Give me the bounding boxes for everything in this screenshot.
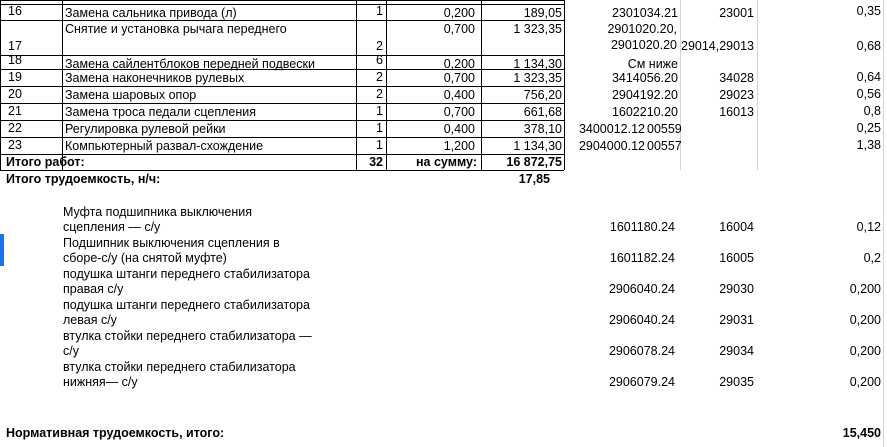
- table-border: [62, 0, 63, 170]
- row-number: 19: [8, 70, 22, 84]
- part-catalog: 16005: [719, 251, 754, 265]
- sum: 756,20: [523, 88, 562, 102]
- labor-value: 17,85: [518, 172, 550, 186]
- quantity: 1: [376, 138, 383, 152]
- operation-code: 2904192.20: [611, 88, 678, 102]
- part-name-line2: сборе-с/у (на снятой муфте): [63, 251, 227, 265]
- quantity: 1: [376, 104, 383, 118]
- part-name-line1: Муфта подшипника выключения: [63, 205, 253, 219]
- grid-line: [883, 0, 884, 447]
- work-name: Замена наконечников рулевых: [65, 71, 245, 85]
- part-value: 0,200: [849, 375, 881, 389]
- catalog-number: 16013: [719, 105, 754, 119]
- part-name-line1: подушка штанги переднего стабилизатора: [63, 298, 310, 312]
- work-name: Замена шаровых опор: [65, 88, 197, 102]
- normative-value: 15,450: [842, 426, 881, 440]
- part-value: 0,200: [849, 313, 881, 327]
- operation-code: 2904000.12: [578, 139, 645, 153]
- part-code: 2906040.24: [608, 282, 675, 296]
- quantity: 1: [376, 4, 383, 18]
- norm-hours: 0,200: [443, 57, 475, 71]
- row-number: 17: [8, 39, 22, 53]
- row-number: 20: [8, 87, 22, 101]
- catalog-number: 29014,29013: [681, 39, 754, 53]
- catalog-number: 34028: [719, 71, 754, 85]
- part-catalog: 29034: [719, 344, 754, 358]
- sum: 378,10: [523, 122, 562, 136]
- work-name: Регулировка рулевой рейки: [65, 122, 226, 136]
- part-name-line2: правая с/у: [63, 282, 124, 296]
- part-name-line2: сцепления — с/у: [63, 220, 161, 234]
- quantity: 1: [376, 121, 383, 135]
- row-number: 22: [8, 121, 22, 135]
- part-code: 2906040.24: [608, 313, 675, 327]
- part-name-line1: подушка штанги переднего стабилизатора: [63, 267, 310, 281]
- norm-hours: 0,200: [443, 6, 475, 20]
- operation-code-2: 2901020.20: [610, 38, 677, 52]
- part-value: 0,200: [849, 344, 881, 358]
- norm-hours: 0,400: [443, 122, 475, 136]
- row-number: 23: [8, 138, 22, 152]
- work-name: Компьютерный развал-схождение: [65, 139, 264, 153]
- catalog-number: 00559: [647, 122, 682, 136]
- total-sum-label: на сумму:: [416, 155, 477, 169]
- part-catalog: 29031: [719, 313, 754, 327]
- normative-label: Нормативная трудоемкость, итого:: [6, 426, 225, 440]
- value: 0,35: [856, 4, 881, 18]
- value: [757, 52, 881, 68]
- part-value: 0,12: [856, 220, 881, 234]
- value: 0,64: [856, 70, 881, 84]
- work-name: Снятие и установка рычага переднего: [65, 22, 287, 36]
- total-quantity: 32: [369, 155, 383, 169]
- part-code: 1601182.24: [609, 251, 675, 265]
- labor-label: Итого трудоемкость, н/ч:: [6, 172, 161, 186]
- row-selection-indicator: [0, 234, 4, 266]
- value: 1,38: [856, 138, 881, 152]
- norm-hours: 0,400: [443, 88, 475, 102]
- catalog-number: 23001: [719, 6, 754, 20]
- total-label: Итого работ:: [6, 155, 85, 169]
- operation-code: 3414056.20: [611, 71, 678, 85]
- row-number: 21: [8, 104, 22, 118]
- part-code: 2906078.24: [608, 344, 675, 358]
- part-name-line1: Подшипник выключения сцепления в: [63, 236, 280, 250]
- part-name-line2: нижняя— с/у: [63, 375, 138, 389]
- value: 0,8: [863, 104, 881, 118]
- row-number: 18: [8, 53, 22, 67]
- part-code: 2906079.24: [608, 375, 675, 389]
- operation-code: 3400012.12: [578, 122, 645, 136]
- operation-code: 2301034.21: [611, 6, 678, 20]
- work-name: Замена сальника привода (л): [65, 6, 237, 20]
- operation-code: См ниже: [627, 57, 678, 71]
- norm-hours: 0,700: [443, 22, 475, 36]
- operation-code: 2901020.20,: [607, 22, 677, 36]
- part-name-line2: левая с/у: [63, 313, 117, 327]
- catalog-number: 29023: [719, 88, 754, 102]
- part-name-line1: втулка стойки переднего стабилизатора —: [63, 329, 312, 343]
- part-code: 1601180.24: [609, 220, 675, 234]
- value: 0,68: [856, 39, 881, 53]
- catalog-number: 00557: [647, 139, 682, 153]
- total-sum: 16 872,75: [506, 155, 562, 169]
- work-name: Замена троса педали сцепления: [65, 105, 257, 119]
- part-name-line1: втулка стойки переднего стабилизатора: [63, 360, 296, 374]
- table-border: [0, 0, 564, 1]
- sum: 661,68: [523, 105, 562, 119]
- sum: 189,05: [523, 6, 562, 20]
- norm-hours: 0,700: [443, 105, 475, 119]
- sum: 1 323,35: [513, 71, 562, 85]
- part-catalog: 16004: [719, 220, 754, 234]
- quantity: 2: [376, 39, 383, 53]
- quantity: 2: [376, 87, 383, 101]
- sum: 1 323,35: [513, 22, 562, 36]
- part-value: 0,2: [863, 251, 881, 265]
- sum: 1 134,30: [513, 57, 562, 71]
- value: 0,25: [856, 121, 881, 135]
- part-name-line2: с/у: [63, 344, 79, 358]
- quantity: 6: [376, 53, 383, 67]
- part-value: 0,200: [849, 282, 881, 296]
- row-number: 16: [8, 4, 22, 18]
- norm-hours: 0,700: [443, 71, 475, 85]
- value: 0,56: [856, 87, 881, 101]
- work-name: Замена сайлентблоков передней подвески: [65, 57, 315, 71]
- table-border: [0, 0, 1, 170]
- sum: 1 134,30: [513, 139, 562, 153]
- quantity: 2: [376, 70, 383, 84]
- part-catalog: 29030: [719, 282, 754, 296]
- part-catalog: 29035: [719, 375, 754, 389]
- norm-hours: 1,200: [443, 139, 475, 153]
- operation-code: 1602210.20: [611, 105, 678, 119]
